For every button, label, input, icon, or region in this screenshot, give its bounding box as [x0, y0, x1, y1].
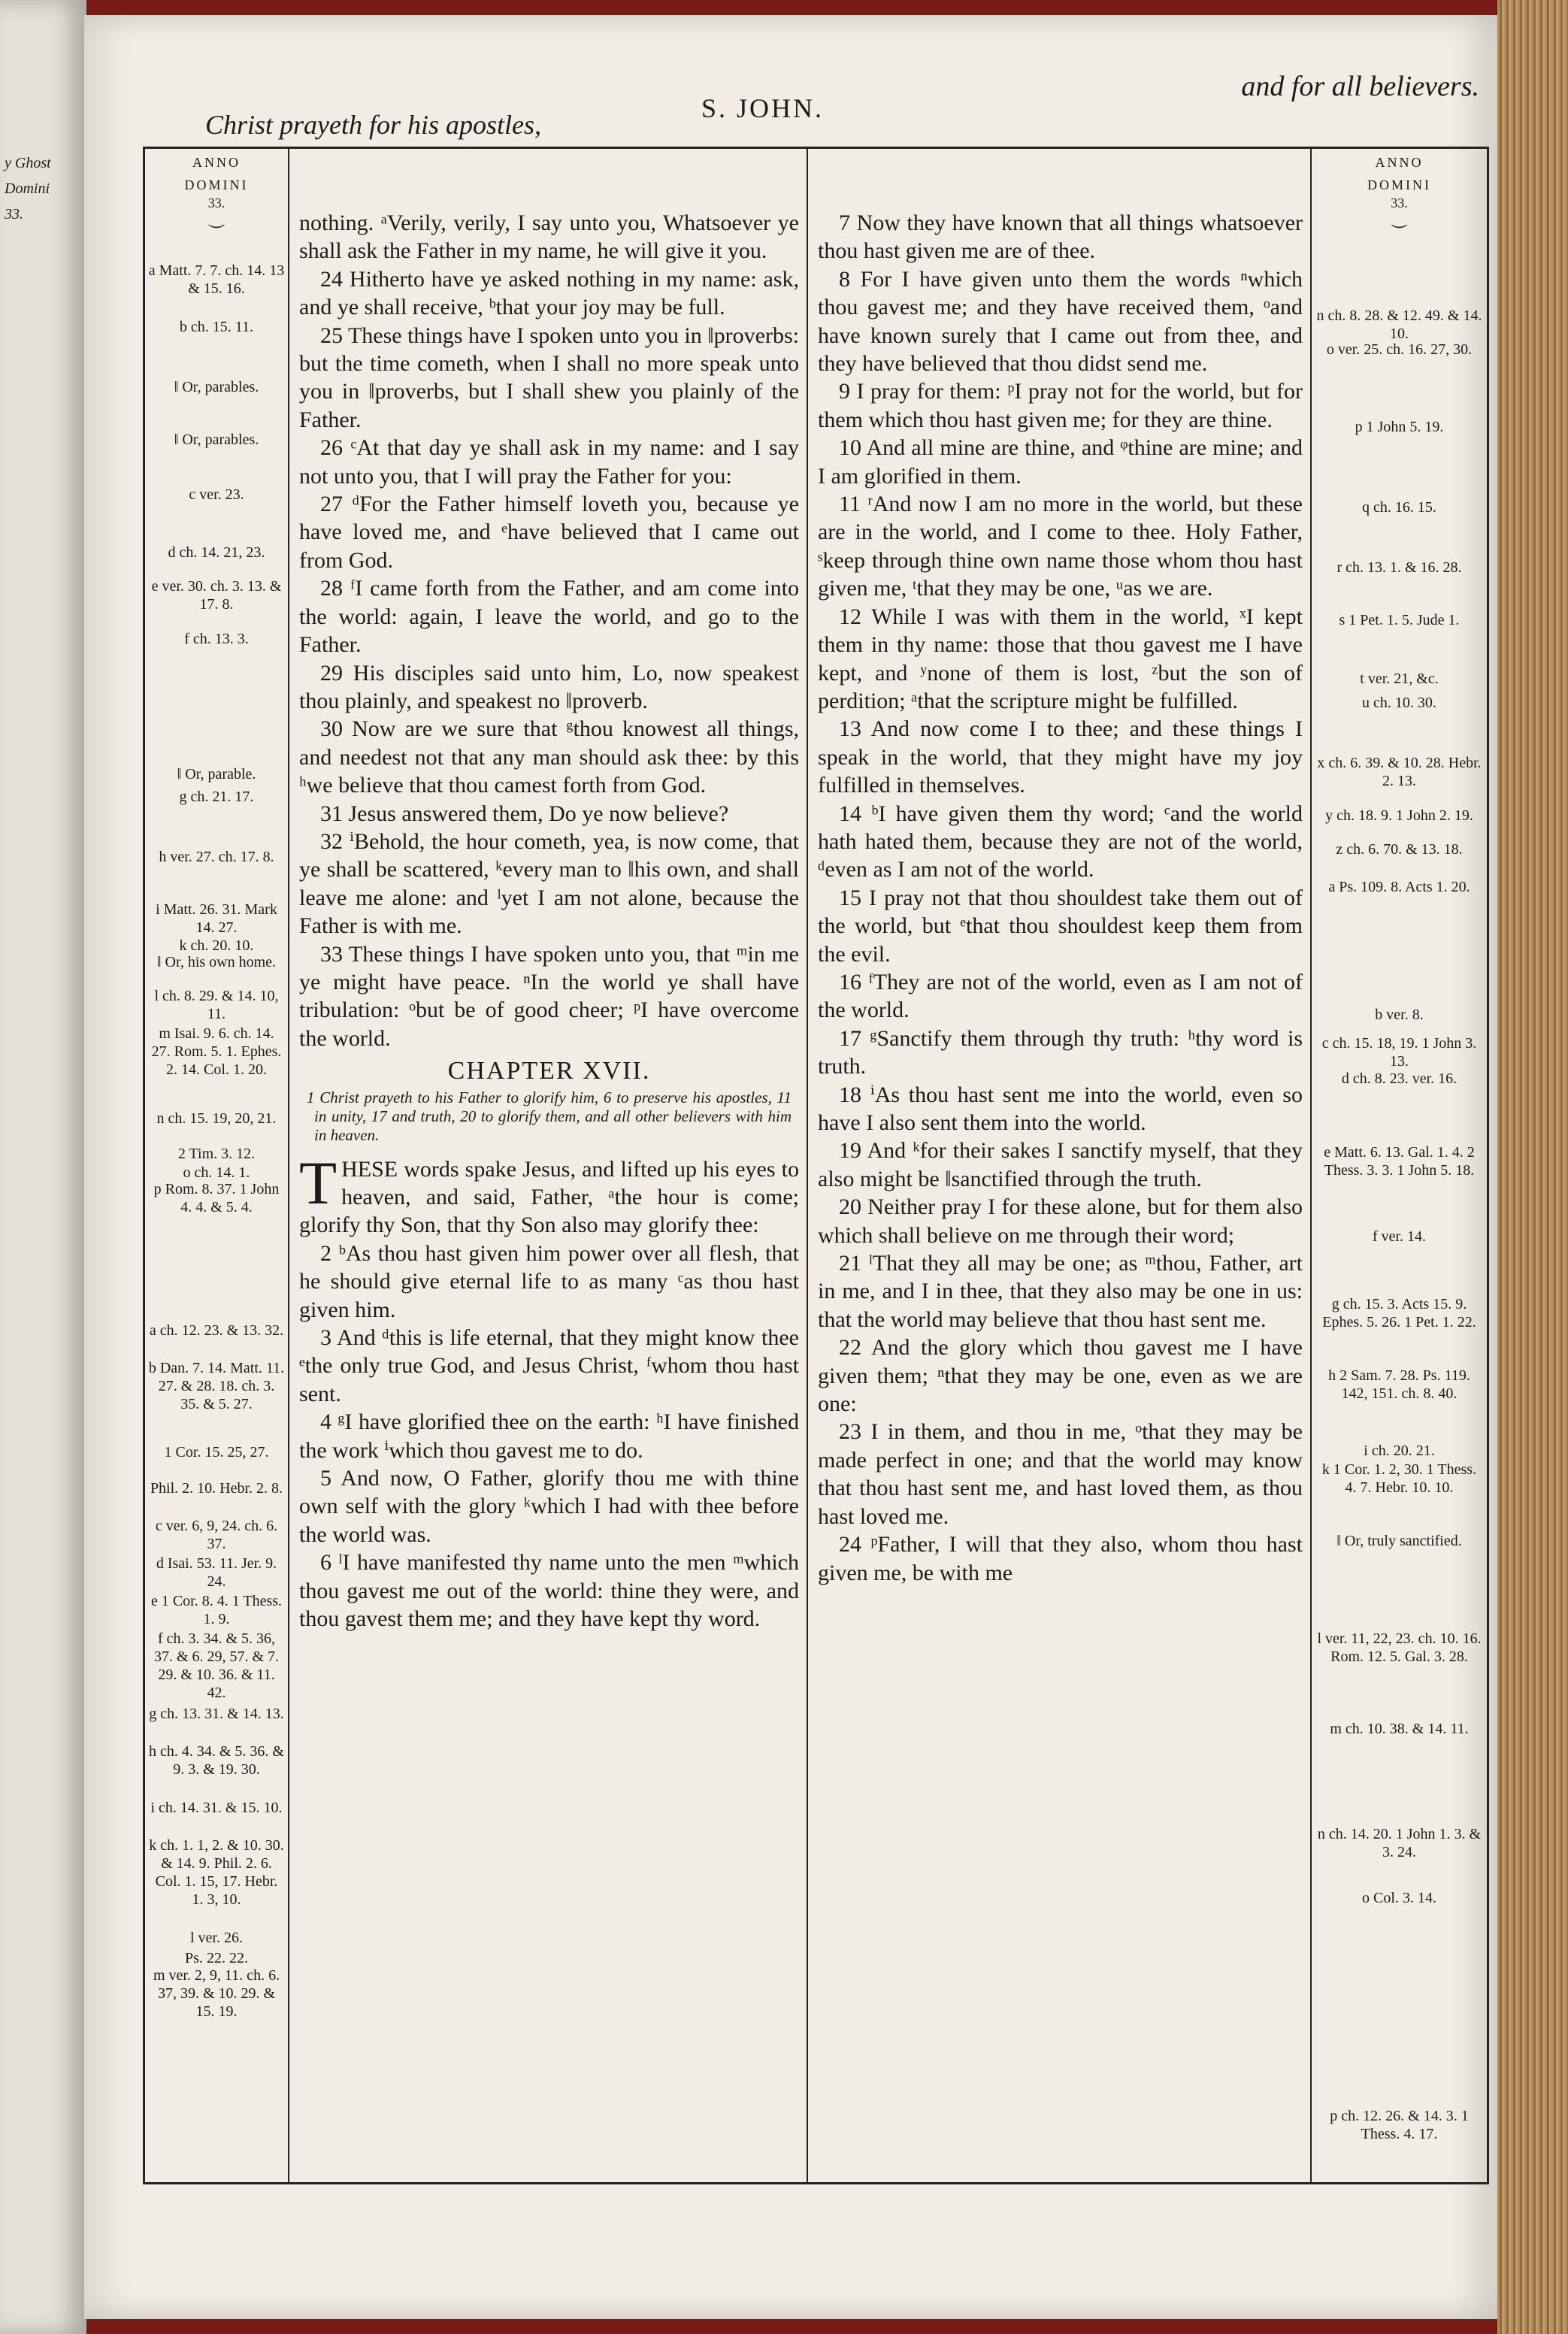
reference-note: k 1 Cor. 1. 2, 30. 1 Thess. 4. 7. Hebr. 10. 10. — [1321, 1461, 1477, 1496]
reference-note: e 1 Cor. 8. 4. 1 Thess. 1. 9. — [150, 1593, 283, 1627]
verse: 32 ⁱBehold, the hour cometh, yea, is now come, that ye shall be scattered, ᵏevery man to ‖his own, and shall leave me alone: and ˡyet I am not alone, because the Father is with me. — [299, 828, 799, 939]
verse: 13 And now come I to thee; and these things I speak in the world, that they might have my joy fulfilled in themselves. — [818, 716, 1303, 798]
header-center: S. JOHN. — [701, 93, 825, 123]
reference-note: 1 Cor. 15. 25, 27. — [164, 1444, 269, 1461]
reference-note: x ch. 6. 39. & 10. 28. Hebr. 2. 13. — [1317, 755, 1482, 789]
verse: 20 Neither pray I for these alone, but for them also which shall believe on me through their word; — [818, 1194, 1303, 1248]
reference-note: i ch. 14. 31. & 15. 10. — [150, 1800, 283, 1816]
reference-note: a Ps. 109. 8. Acts 1. 20. — [1328, 879, 1470, 895]
reference-note: l ch. 8. 29. & 14. 10, 11. — [154, 988, 279, 1022]
facing-page-edge — [0, 0, 86, 2334]
verse: 5 And now, O Father, glorify thou me with thine own self with the glory ᵏwhich I had with thee before the world was. — [299, 1466, 799, 1547]
reference-note: b ver. 8. — [1375, 1007, 1424, 1023]
reference-note: z ch. 6. 70. & 13. 18. — [1336, 841, 1463, 858]
reference-note: g ch. 13. 31. & 14. 13. — [149, 1706, 284, 1722]
verse: 2 ᵇAs thou hast given him power over all flesh, that he should give eternal life to as many ᶜas thou hast given him. — [299, 1240, 799, 1322]
reference-note: 2 Tim. 3. 12. — [177, 1146, 256, 1162]
reference-note: q ch. 16. 15. — [1362, 499, 1436, 516]
reference-note: ‖ Or, truly sanctified. — [1336, 1533, 1462, 1549]
right-reference-column — [1312, 149, 1487, 2182]
anno-label: ANNO — [192, 155, 241, 170]
reference-note: p Rom. 8. 37. 1 John 4. 4. & 5. 4. — [153, 1181, 280, 1215]
reference-note: n ch. 14. 20. 1 John 1. 3. & 3. 24. — [1317, 1826, 1482, 1860]
rule-left — [288, 149, 289, 2182]
year-label-right: 33. — [1391, 195, 1408, 210]
reference-note: f ver. 14. — [1372, 1228, 1427, 1245]
facing-page-line: 33. — [5, 206, 23, 223]
text-column-1 — [299, 209, 799, 2182]
text-column-2 — [818, 209, 1303, 2182]
reference-note: l ver. 26. — [190, 1930, 243, 1946]
reference-note: d ch. 8. 23. ver. 16. — [1341, 1070, 1458, 1087]
reference-note: n ch. 8. 28. & 12. 49. & 14. 10. — [1316, 307, 1482, 342]
reference-note: m Isai. 9. 6. ch. 14. 27. Rom. 5. 1. Ephes. 2. 14. Col. 1. 20. — [151, 1025, 282, 1078]
reference-note: ‖ Or, his own home. — [156, 954, 277, 970]
reference-note: k ch. 1. 1, 2. & 10. 30. & 14. 9. Phil. 2. 6. Col. 1. 15, 17. Hebr. 1. 3, 10. — [149, 1837, 284, 1908]
domini-label: DOMINI — [184, 177, 249, 192]
verse: 23 I in them, and thou in me, ᵒthat they may be made perfect in one; and that the world may know that thou hast sent me, and hast loved them, as thou hast loved me. — [818, 1419, 1303, 1529]
verse: 31 Jesus answered them, Do ye now believe? — [320, 801, 729, 826]
verse: 16 ᶠThey are not of the world, even as I am not of the world. — [818, 969, 1303, 1023]
verse: 29 His disciples said unto him, Lo, now speakest thou plainly, and speakest no ‖proverb. — [299, 660, 799, 713]
reference-note: e Matt. 6. 13. Gal. 1. 4. 2 Thess. 3. 3. 1 John 5. 18. — [1324, 1144, 1475, 1179]
reference-note: u ch. 10. 30. — [1362, 695, 1436, 711]
verse: nothing. ᵃVerily, verily, I say unto you, Whatsoever ye shall ask the Father in my name, he will give it you. — [299, 210, 799, 264]
drop-cap: T — [299, 1148, 338, 1217]
bible-page — [84, 15, 1497, 2319]
anno-label-right: ANNO — [1375, 155, 1424, 170]
verse-1: THESE words spake Jesus, and lifted up his eyes to heaven, and said, Father, ᵃthe hour is come; glorify thy Son, that thy Son also may glorify thee: — [299, 1148, 799, 1238]
reference-note: d ch. 14. 21, 23. — [168, 544, 265, 561]
reference-note: f ch. 3. 34. & 5. 36, 37. & 6. 29, 57. & 7. 29. & 10. 36. & 11. 42. — [153, 1630, 280, 1701]
verse: 15 I pray not that thou shouldest take them out of the world, but ᵉthat thou shouldest keep them from the evil. — [818, 885, 1303, 967]
facing-page-line: Domini — [5, 180, 50, 197]
verse: 12 While I was with them in the world, ˣI kept them in thy name: those that thou gavest me I have kept, and ʸnone of them is lost, ᶻbut the son of perdition; ᵃthat the scripture might be fulfilled. — [818, 604, 1303, 713]
reference-note: g ch. 21. 17. — [179, 789, 254, 805]
verse: 4 ᵍI have glorified thee on the earth: ʰI have finished the work ⁱwhich thou gavest me to do. — [299, 1409, 799, 1463]
verse: 26 ᶜAt that day ye shall ask in my name: and I say not unto you, that I will pray the Father for you: — [299, 435, 799, 489]
verse: 8 For I have given unto them the words ⁿwhich thou gavest me; and they have received them, ᵒand have known surely that I came out from thee, and they have believed that thou didst send me. — [818, 266, 1303, 377]
reference-note: h ch. 4. 34. & 5. 36. & 9. 3. & 19. 30. — [149, 1743, 284, 1778]
reference-note: r ch. 13. 1. & 16. 28. — [1336, 559, 1462, 576]
verse: 10 And all mine are thine, and ᵠthine are mine; and I am glorified in them. — [818, 435, 1303, 489]
reference-note: b Dan. 7. 14. Matt. 11. 27. & 28. 18. ch. 3. 35. & 5. 27. — [148, 1360, 285, 1412]
verse: 6 ˡI have manifested thy name unto the men ᵐwhich thou gavest me out of the world: thine they were, and thou gavest them me; and they have kept thy word. — [299, 1550, 799, 1632]
left-reference-column — [145, 149, 288, 2182]
verse: 21 ˡThat they all may be one; as ᵐthou, Father, art in me, and I in thee, that they also may be one in us: that the world may believe that thou hast sent me. — [818, 1251, 1303, 1332]
reference-note: b ch. 15. 11. — [179, 319, 254, 335]
reference-note: ‖ Or, parable. — [177, 766, 256, 783]
reference-note: t ver. 21, &c. — [1360, 671, 1439, 687]
verse: 27 ᵈFor the Father himself loveth you, because ye have loved me, and ᵉhave believed that I came out from God. — [299, 492, 799, 573]
reference-note: i ch. 20. 21. — [1364, 1442, 1435, 1459]
reference-note: c ver. 6, 9, 24. ch. 6. 37. — [155, 1518, 278, 1552]
reference-note: p ch. 12. 26. & 14. 3. 1 Thess. 4. 17. — [1330, 2108, 1469, 2142]
reference-note: ‖ Or, parables. — [174, 379, 259, 395]
verse: 11 ʳAnd now I am no more in the world, but these are in the world, and I come to thee. Holy Father, ˢkeep through thine own name those whom thou hast given me, ᵗthat they may be one, ᵘas we are. — [818, 492, 1303, 601]
verse: 3 And ᵈthis is life eternal, that they might know thee ᵉthe only true God, and Jesus Christ, ᶠwhom thou hast sent. — [299, 1325, 799, 1406]
year-label: 33. — [207, 195, 226, 210]
header-right: and for all believers. — [1241, 71, 1479, 102]
reference-note: o Col. 3. 14. — [1362, 1890, 1436, 1906]
reference-note: f ch. 13. 3. — [184, 631, 249, 647]
reference-note: k ch. 20. 10. — [179, 937, 254, 954]
reference-note: p 1 John 5. 19. — [1355, 419, 1444, 435]
reference-note: Ps. 22. 22. — [185, 1950, 248, 1966]
verse: 33 These things I have spoken unto you, that ᵐin me ye might have peace. ⁿIn the world ye shall have tribulation: ᵒbut be of good cheer; ᵖI have overcome the world. — [299, 941, 799, 1051]
reference-note: o ch. 14. 1. — [183, 1164, 250, 1181]
reference-note: Phil. 2. 10. Hebr. 2. 8. — [150, 1480, 283, 1497]
reference-note: l ver. 11, 22, 23. ch. 10. 16. Rom. 12. 5. Gal. 3. 28. — [1317, 1630, 1482, 1665]
reference-note: a ch. 12. 23. & 13. 32. — [149, 1322, 284, 1339]
reference-note: i Matt. 26. 31. Mark 14. 27. — [156, 901, 277, 936]
page-frame — [143, 71, 1489, 2184]
domini-label-right: DOMINI — [1367, 177, 1431, 192]
verse: 9 I pray for them: ᵖI pray not for the world, but for them which thou hast given me; for they are thine. — [818, 379, 1303, 432]
reference-note: h 2 Sam. 7. 28. Ps. 119. 142, 151. ch. 8. 40. — [1328, 1367, 1470, 1402]
chapter-title: CHAPTER XVII. — [447, 1057, 651, 1085]
verse: 25 These things have I spoken unto you in ‖proverbs: but the time cometh, when I shall no more speak unto you in ‖proverbs, but I shall shew you plainly of the Father. — [299, 322, 799, 432]
verse: 18 ⁱAs thou hast sent me into the world, even so have I also sent them into the world. — [818, 1082, 1303, 1135]
reference-note: y ch. 18. 9. 1 John 2. 19. — [1325, 807, 1473, 824]
reference-note: ‖ Or, parables. — [174, 431, 259, 448]
verse: 14 ᵇI have given them thy word; ᶜand the world hath hated them, because they are not of the world, ᵈeven as I am not of the world. — [818, 801, 1303, 882]
verse: 17 ᵍSanctify them through thy truth: ʰthy word is truth. — [818, 1025, 1303, 1079]
rule-center — [807, 149, 808, 2182]
reference-note: m ver. 2, 9, 11. ch. 6. 37, 39. & 10. 29. & 15. 19. — [153, 1967, 280, 2020]
page-edges — [1497, 0, 1568, 2334]
reference-note: g ch. 15. 3. Acts 15. 9. Ephes. 5. 26. 1 Pet. 1. 22. — [1322, 1296, 1476, 1330]
reference-note: m ch. 10. 38. & 14. 11. — [1330, 1721, 1469, 1737]
verse: 24 Hitherto have ye asked nothing in my name: ask, and ye shall receive, ᵇthat your joy may be full. — [299, 266, 799, 320]
reference-note: h ver. 27. ch. 17. 8. — [159, 849, 274, 865]
chapter-summary: 1 Christ prayeth to his Father to glorify him, 6 to preserve his apostles, 11 in unity, 17 and truth, 20 to glorify them, and all other believers with him in heaven. — [307, 1088, 792, 1144]
reference-note: n ch. 15. 19, 20, 21. — [156, 1110, 277, 1127]
reference-note: d Isai. 53. 11. Jer. 9. 24. — [156, 1555, 277, 1590]
verse: 24 ᵖFather, I will that they also, whom thou hast given me, be with me — [818, 1532, 1303, 1585]
facing-page-line: y Ghost — [5, 155, 51, 171]
ornament-right: ⏝ — [1391, 208, 1408, 227]
running-header — [145, 70, 1487, 145]
verse: 28 ᶠI came forth from the Father, and am come into the world: again, I leave the world, and go to the Father. — [299, 576, 799, 658]
reference-note: c ch. 15. 18, 19. 1 John 3. 13. — [1321, 1035, 1477, 1070]
header-left: Christ prayeth for his apostles, — [205, 110, 542, 140]
reference-note: a Matt. 7. 7. ch. 14. 13 & 15. 16. — [148, 262, 285, 297]
ornament: ⏝ — [208, 208, 225, 227]
reference-note: s 1 Pet. 1. 5. Jude 1. — [1339, 612, 1460, 628]
reference-note: e ver. 30. ch. 3. 13. & 17. 8. — [151, 578, 282, 613]
verse: 22 And the glory which thou gavest me I have given them; ⁿthat they may be one, even as we are one: — [818, 1335, 1303, 1417]
verse: 19 And ᵏfor their sakes I sanctify myself, that they also might be ‖sanctified through the truth. — [818, 1138, 1303, 1191]
verse: 7 Now they have known that all things whatsoever thou hast given me are of thee. — [818, 210, 1303, 264]
reference-note: o ver. 25. ch. 16. 27, 30. — [1326, 341, 1473, 358]
verse: 30 Now are we sure that ᵍthou knowest all things, and needest not that any man should ask thee: by this ʰwe believe that thou camest forth from God. — [299, 716, 799, 798]
reference-note: c ver. 23. — [189, 486, 244, 503]
